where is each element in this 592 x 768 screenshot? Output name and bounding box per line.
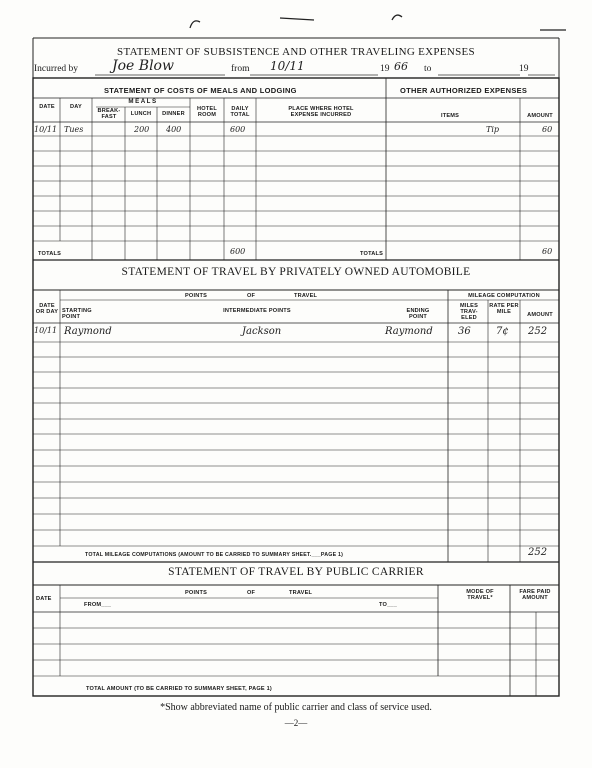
auto-row-end[interactable]: Raymond <box>385 326 433 337</box>
col-hotel-room: HOTEL ROOM <box>197 106 217 118</box>
auto-col-start: STARTING POINT <box>62 308 92 320</box>
meals-row-dinner[interactable]: 400 <box>166 125 182 134</box>
public-of-label: OF <box>247 590 256 596</box>
footer-note: *Show abbreviated name of public carrier and class of service used. <box>160 702 432 713</box>
form-title: STATEMENT OF SUBSISTENCE AND OTHER TRAVELING EXPENSES <box>117 46 475 58</box>
mileage-computation-label: MILEAGE COMPUTATION <box>468 293 540 299</box>
col-date: DATE <box>39 104 55 110</box>
public-from-label: FROM___ <box>84 602 112 608</box>
public-points-label: POINTS <box>185 590 208 596</box>
auto-section-title: STATEMENT OF TRAVEL BY PRIVATELY OWNED AUTOMOBILE <box>121 266 471 278</box>
auto-of-label: OF <box>247 293 256 299</box>
auto-row-start[interactable]: Raymond <box>64 326 112 337</box>
to-year-prefix: 19 <box>519 64 529 74</box>
page-number: —2— <box>284 718 308 728</box>
incurred-by-label: Incurred by <box>34 64 79 74</box>
public-section-title: STATEMENT OF TRAVEL BY PUBLIC CARRIER <box>168 566 424 578</box>
meals-row-amount[interactable]: 60 <box>542 125 553 134</box>
auto-total-value[interactable]: 252 <box>528 547 548 558</box>
meals-totals-daily[interactable]: 600 <box>230 247 246 256</box>
meals-row-daily[interactable]: 600 <box>230 125 246 134</box>
col-items: ITEMS <box>440 113 460 119</box>
meals-totals-label-right: TOTALS <box>360 251 384 257</box>
meals-row-lunch[interactable]: 200 <box>134 125 150 134</box>
col-daily-total: DAILY TOTAL <box>230 106 250 118</box>
public-col-mode: MODE OF TRAVEL* <box>466 589 494 601</box>
auto-col-rate: RATE PER MILE <box>489 303 519 315</box>
meals-totals-label: TOTALS <box>38 251 62 257</box>
auto-col-amount: AMOUNT <box>527 312 553 318</box>
other-expenses-label: OTHER AUTHORIZED EXPENSES <box>400 86 528 95</box>
public-total-label: TOTAL AMOUNT (TO BE CARRIED TO SUMMARY SHEET, PAGE 1) <box>86 686 272 692</box>
auto-row-miles[interactable]: 36 <box>458 326 471 337</box>
meals-totals-amount[interactable]: 60 <box>542 247 553 256</box>
year-prefix: 19 <box>380 64 390 74</box>
auto-col-intermediate: INTERMEDIATE POINTS <box>223 308 291 314</box>
auto-col-date: DATE OR DAY <box>35 303 59 315</box>
from-date-value[interactable]: 10/11 <box>270 59 305 73</box>
meals-row-date[interactable]: 10/11 <box>34 125 58 134</box>
col-breakfast: BREAK- FAST <box>97 108 121 120</box>
auto-row-amount[interactable]: 252 <box>528 326 548 337</box>
auto-col-end: ENDING POINT <box>406 308 430 320</box>
public-travel-label: TRAVEL <box>289 590 313 596</box>
incurred-by-value[interactable]: Joe Blow <box>112 58 174 74</box>
meals-label: MEALS <box>128 98 158 105</box>
auto-row-intermediate[interactable]: Jackson <box>242 326 282 337</box>
auto-points-label: POINTS <box>185 293 208 299</box>
public-col-date: DATE <box>36 596 52 602</box>
auto-row-rate[interactable]: 7¢ <box>496 326 509 337</box>
to-label: to <box>424 64 432 74</box>
col-lunch: LUNCH <box>130 111 152 117</box>
auto-row-date[interactable]: 10/11 <box>34 326 58 335</box>
public-to-label: TO___ <box>379 602 397 608</box>
meals-section-label: STATEMENT OF COSTS OF MEALS AND LODGING <box>104 86 297 95</box>
col-place: PLACE WHERE HOTEL EXPENSE INCURRED <box>288 106 354 118</box>
auto-travel-label: TRAVEL <box>294 293 318 299</box>
col-dinner: DINNER <box>162 111 185 117</box>
year-value[interactable]: 66 <box>394 60 408 73</box>
auto-col-miles: MILES TRAV- ELED <box>459 303 479 321</box>
from-label: from <box>231 64 250 74</box>
col-day: DAY <box>70 104 82 110</box>
col-amount: AMOUNT <box>527 113 553 119</box>
meals-row-item[interactable]: Tip <box>486 125 500 134</box>
meals-row-day[interactable]: Tues <box>64 125 84 134</box>
public-col-fare: FARE PAID AMOUNT <box>519 589 551 601</box>
auto-total-label: TOTAL MILEAGE COMPUTATIONS (AMOUNT TO BE CARRIED TO SUMMARY SHEET.___PAGE 1) <box>85 552 344 558</box>
